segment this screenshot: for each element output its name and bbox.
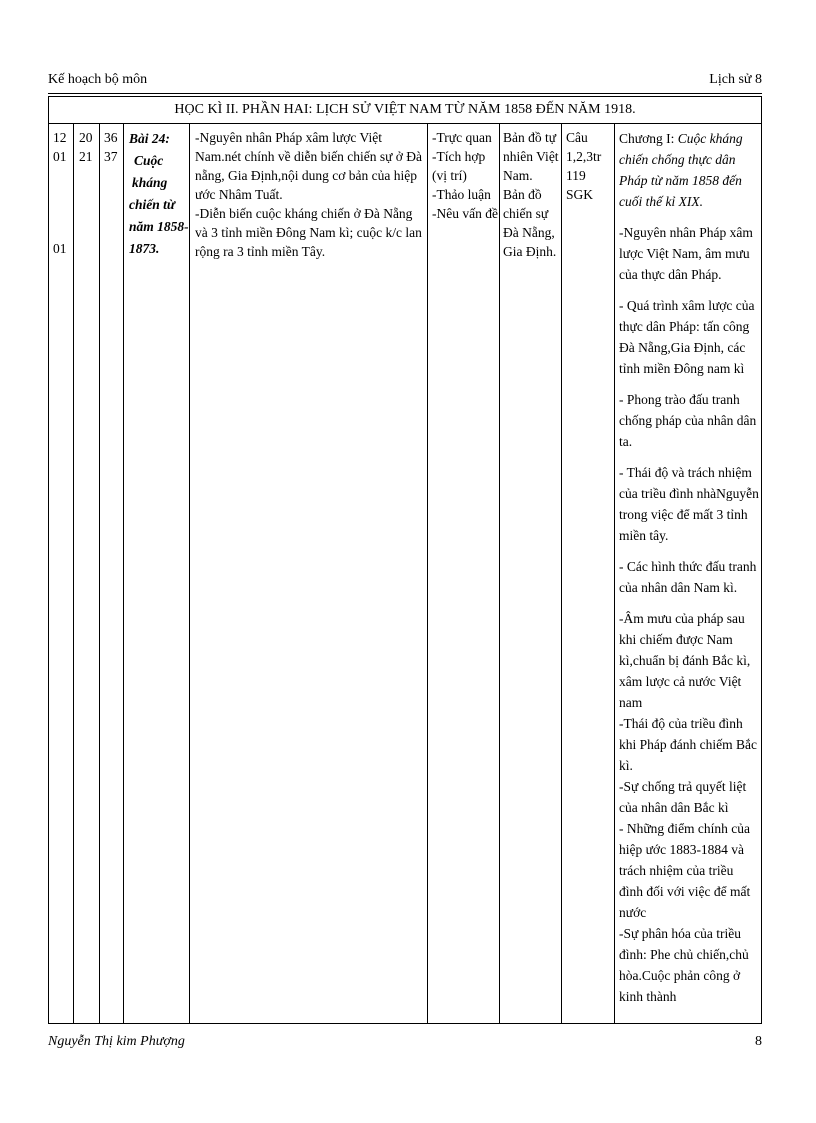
header-right: Lịch sử 8 xyxy=(709,72,762,87)
notes-paragraph: -Âm mưu của pháp sau khi chiếm được Nam kì,chuẩn bị đánh Bắc kì, xâm lược cả nước Việt nam xyxy=(619,611,751,710)
notes-paragraph: - Các hình thức đấu tranh của nhân dân Nam kì. xyxy=(619,559,757,595)
column-divider xyxy=(561,124,562,1023)
week-cell: 12 01 01 xyxy=(53,130,67,256)
notes-paragraph: -Sự phân hóa của triều đình: Phe chủ chiến,chủ hòa.Cuộc phản công ở kinh thành xyxy=(619,926,749,1004)
notes-paragraph: - Thái độ và trách nhiệm của triều đình nhàNguyễn trong việc để mất 3 tỉnh miền tây. xyxy=(619,465,759,543)
lesson-number-cell: 36 37 xyxy=(104,130,118,164)
page-number: 8 xyxy=(755,1034,762,1049)
header-left: Kế hoạch bộ môn xyxy=(48,72,148,87)
table-title: HỌC KÌ II. PHẦN HAI: LỊCH SỬ VIỆT NAM TỪ NĂM 1858 ĐẾN NĂM 1918. xyxy=(49,97,761,124)
notes-paragraph: - Quá trình xâm lược của thực dân Pháp: tấn công Đà Nẵng,Gia Định, các tỉnh miền Đông nam kì xyxy=(619,298,755,376)
chapter-heading: Chương I: Cuộc kháng chiến chống thực dân Pháp từ năm 1858 đến cuối thế kỉ XIX. xyxy=(619,131,743,209)
methods-cell: -Trực quan -Tích hợp (vị trí) -Thảo luận -Nêu vấn đề xyxy=(432,130,498,221)
exercises-cell: Câu 1,2,3tr 119 SGK xyxy=(566,130,602,202)
plan-table xyxy=(48,96,762,1024)
header-rule xyxy=(48,93,762,94)
content-paragraph: -Nguyên nhân Pháp xâm lược Việt Nam.nét chính về diễn biến chiến sự ở Đà nẵng, Gia Định,nội dung cơ bản của hiệp ước Nhâm Tuất. xyxy=(195,130,423,202)
content-cell xyxy=(195,128,423,261)
column-divider xyxy=(123,124,124,1023)
notes-paragraph: - Phong trào đấu tranh chống pháp của nhân dân ta. xyxy=(619,392,757,449)
column-divider xyxy=(99,124,100,1023)
page-header xyxy=(48,72,762,92)
period-cell: 20 21 xyxy=(79,130,93,164)
notes-paragraph: -Nguyên nhân Pháp xâm lược Việt Nam, âm mưu của thực dân Pháp. xyxy=(619,225,753,282)
column-divider xyxy=(73,124,74,1023)
author-name: Nguyễn Thị kim Phượng xyxy=(48,1034,185,1049)
notes-paragraph: -Thái độ của triều đình khi Pháp đánh chiếm Bắc kì. xyxy=(619,716,757,773)
materials-cell: Bản đồ tự nhiên Việt Nam. Bản đồ chiến sự Đà Nẵng, Gia Định. xyxy=(503,130,559,259)
column-divider xyxy=(189,124,190,1023)
column-divider xyxy=(427,124,428,1023)
notes-cell xyxy=(619,128,759,1007)
column-divider xyxy=(499,124,500,1023)
notes-paragraph: - Những điểm chính của hiệp ước 1883-1884 và trách nhiệm của triều đình đối với việc để mất nước xyxy=(619,821,751,920)
content-paragraph: -Diễn biến cuộc kháng chiến ở Đà Nẵng và 3 tỉnh miền Đông Nam kì; cuộc k/c lan rộng ra 3 tỉnh miền Tây. xyxy=(195,206,422,259)
lesson-title-cell: Bài 24: Cuộc kháng chiến từ năm 1858- 1873. xyxy=(129,131,189,256)
column-divider xyxy=(614,124,615,1023)
notes-paragraph: -Sự chống trả quyết liệt của nhân dân Bắc kì xyxy=(619,779,747,815)
